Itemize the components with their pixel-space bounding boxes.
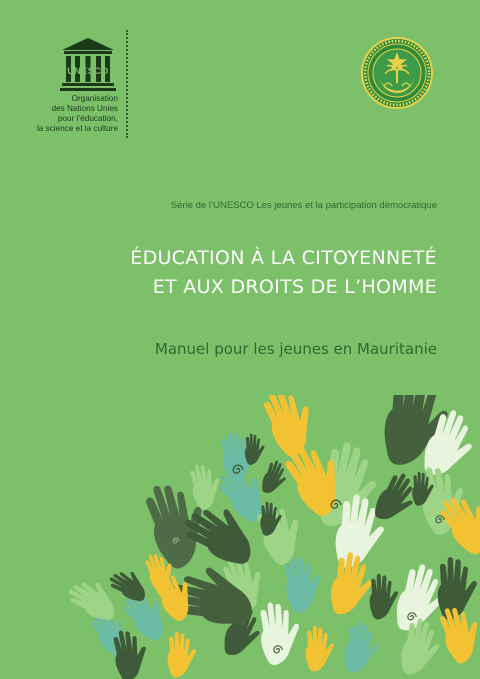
main-title bbox=[0, 244, 437, 302]
main-title-line: ET AUX DROITS DE L’HOMME bbox=[152, 276, 437, 298]
series-title: Série de l’UNESCO Les jeunes et la participation démocratique bbox=[170, 200, 437, 211]
mauritania-seal bbox=[360, 36, 434, 110]
unesco-logo bbox=[58, 36, 118, 98]
subtitle: Manuel pour les jeunes en Mauritanie bbox=[154, 340, 437, 358]
unesco-logo-text: UNESCO bbox=[67, 66, 109, 76]
unesco-org-line: la science et la culture bbox=[36, 124, 118, 133]
unesco-org-line: Organisation bbox=[71, 94, 118, 103]
main-title-line: ÉDUCATION À LA CITOYENNETÉ bbox=[130, 247, 437, 269]
unesco-org-line: des Nations Unies bbox=[51, 104, 118, 113]
hand-prints-illustration bbox=[0, 395, 480, 679]
unesco-org-name bbox=[30, 94, 118, 134]
unesco-org-line: pour l’éducation, bbox=[57, 114, 118, 123]
logo-divider bbox=[126, 30, 128, 138]
